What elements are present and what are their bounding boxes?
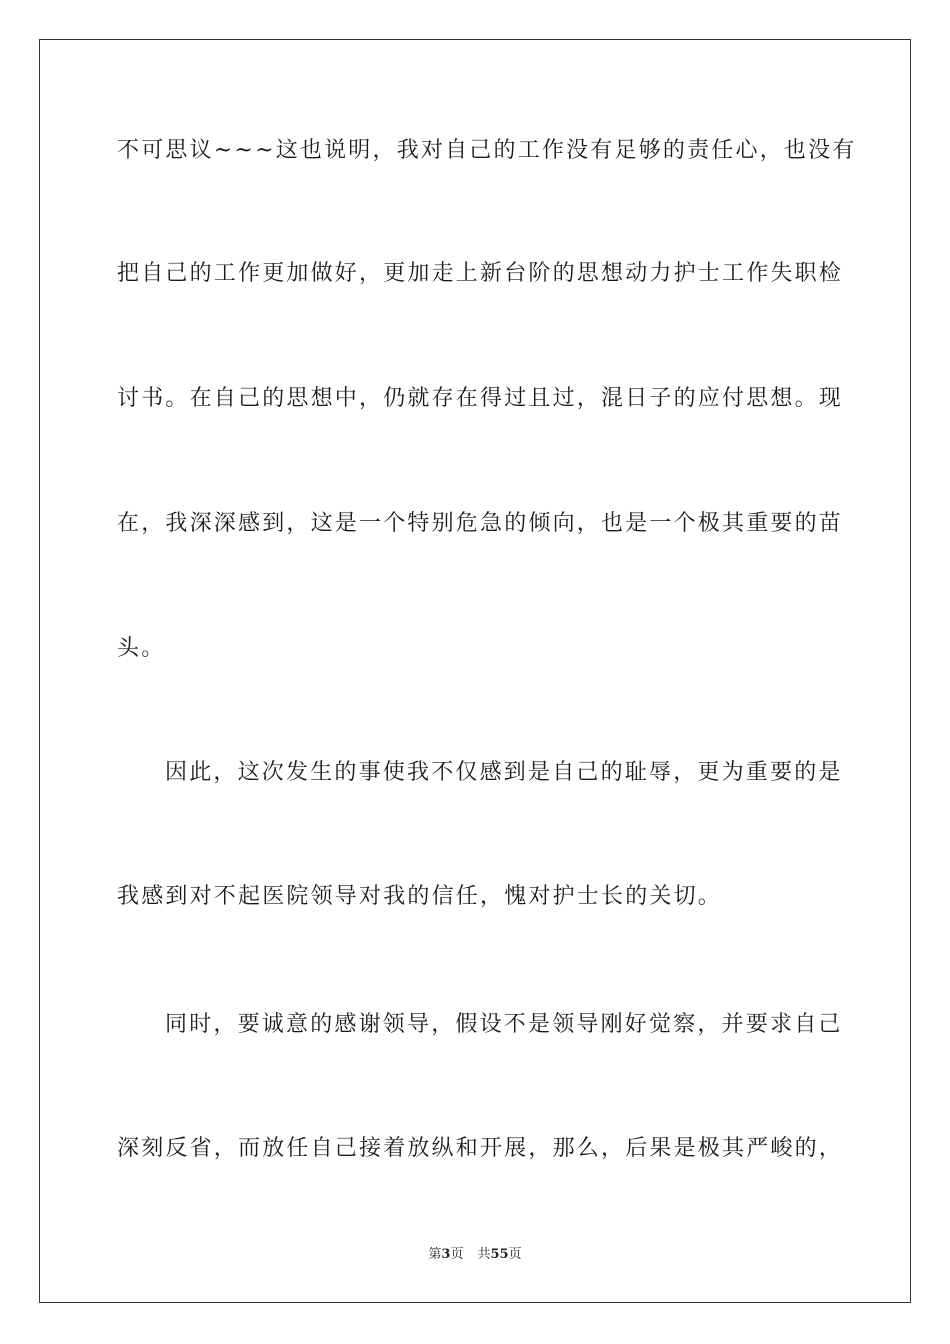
text-line-1: 不可思议~~~这也说明，我对自己的工作没有足够的责任心，也没有 bbox=[117, 138, 857, 163]
footer-total-pages: 55 bbox=[490, 1247, 509, 1262]
footer-total-suffix: 页 bbox=[508, 1247, 522, 1262]
text-line-6: 因此，这次发生的事使我不仅感到是自己的耻辱，更为重要的是 bbox=[165, 760, 843, 785]
text-line-5: 头。 bbox=[117, 636, 166, 661]
footer-page-prefix: 第 bbox=[428, 1247, 442, 1262]
footer-page-number: 3 bbox=[441, 1247, 451, 1262]
text-line-7: 我感到对不起医院领导对我的信任，愧对护士长的关切。 bbox=[117, 884, 723, 909]
text-line-3: 讨书。在自己的思想中，仍就存在得过且过，混日子的应付思想。现 bbox=[117, 386, 844, 411]
text-line-2: 把自己的工作更加做好，更加走上新台阶的思想动力护士工作失职检 bbox=[117, 261, 844, 286]
text-line-4: 在，我深深感到，这是一个特别危急的倾向，也是一个极其重要的苗 bbox=[117, 511, 844, 536]
text-line-8: 同时，要诚意的感谢领导，假设不是领导刚好觉察，并要求自己 bbox=[165, 1012, 843, 1037]
footer-page-suffix: 页 bbox=[450, 1247, 464, 1262]
footer-total-prefix: 共 bbox=[477, 1247, 491, 1262]
page-border bbox=[39, 39, 911, 1303]
page-footer bbox=[0, 1246, 950, 1264]
text-line-9: 深刻反省，而放任自己接着放纵和开展，那么，后果是极其严峻的， bbox=[117, 1136, 844, 1161]
